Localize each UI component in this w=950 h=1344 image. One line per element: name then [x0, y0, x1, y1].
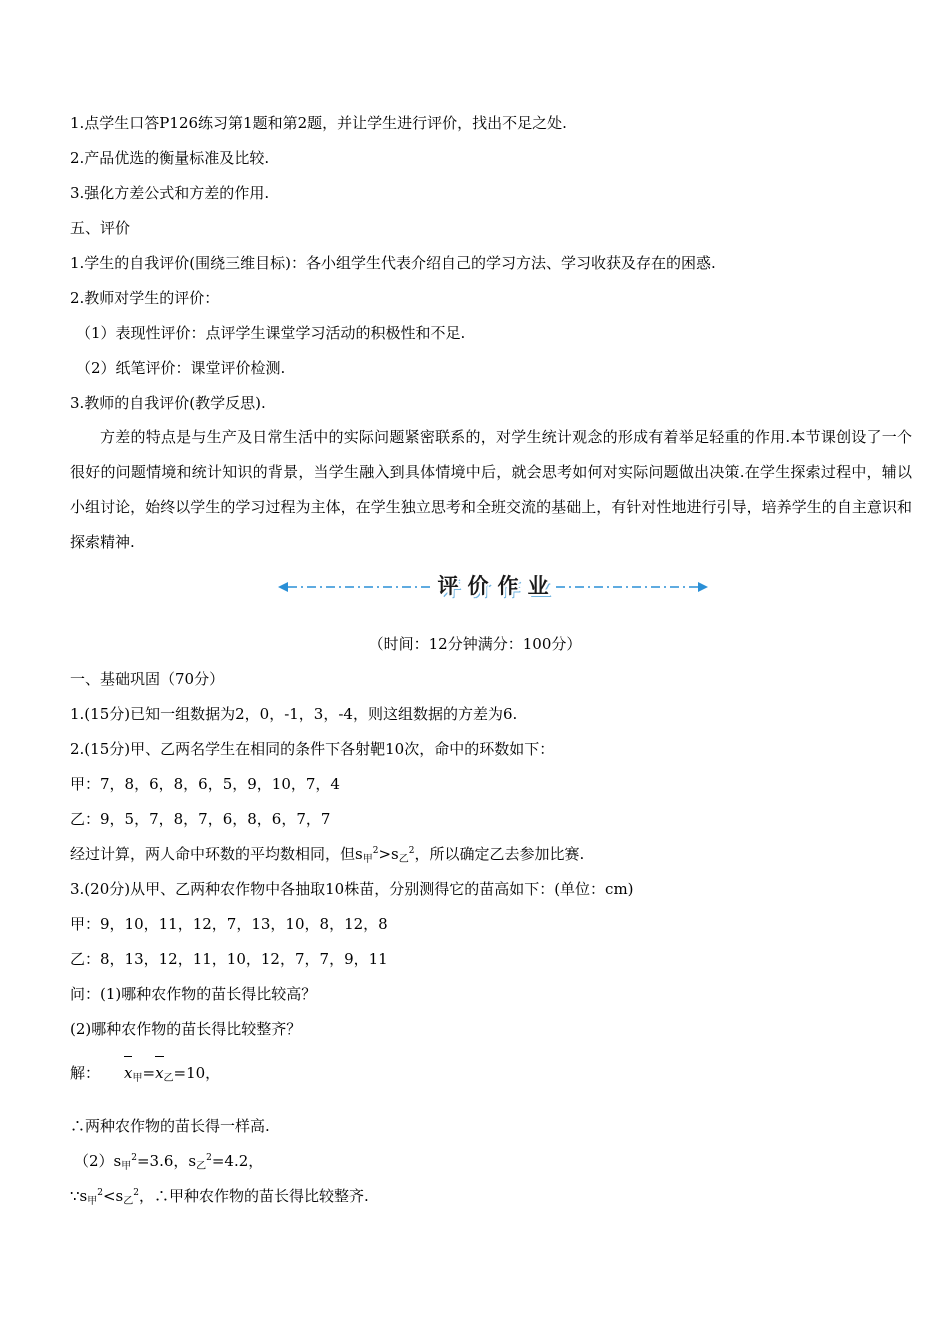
reflection-paragraph: 方差的特点是与生产及日常生活中的实际问题紧密联系的，对学生统计观念的形成有着举足轻重的作用.本节课创设了一个很好的问题情境和统计知识的背景，当学生融入到具体情境中后，就会思考如何对实际问题做出决策.在学生探索过程中，辅以小组讨论，始终以学生的学习过程为主体，在学生独立思考和全班交流的基础上，有针对性地进行引导，培养学生的自主意识和探索精神. [70, 428, 912, 551]
question-3-ask-2: (2)哪种农作物的苗长得比较整齐？ [70, 1020, 302, 1038]
question-1: 1.(15分)已知一组数据为2，0，-1，3，-4，则这组数据的方差为6. [70, 705, 518, 723]
banner-char: 价 [467, 574, 489, 598]
solution-conclusion: $\because s_甲^2<s_乙^2$，∴甲种农作物的苗长得比较整齐. [70, 1187, 369, 1207]
banner-char: 评 [437, 574, 459, 598]
text-line: （1）表现性评价：点评学生课堂学习活动的积极性和不足. [76, 324, 466, 342]
data-row-yi: 乙：9，5，7，8，7，6，8，6，7，7 [70, 810, 331, 828]
section-heading: 一、基础巩固（70分） [70, 670, 225, 688]
solution-line: ∴两种农作物的苗长得一样高. [70, 1117, 270, 1135]
homework-banner [278, 568, 708, 608]
question-3: 3.(20分)从甲、乙两种农作物中各抽取10株苗，分别测得它的苗高如下：(单位：cm) [70, 880, 634, 898]
data-row-jia: 甲：7，8，6，8，6，5，9，10，7，4 [70, 775, 340, 793]
banner-char: 作 [497, 574, 519, 598]
text-line: 1.点学生口答P126练习第1题和第2题，并让学生进行评价，找出不足之处. [70, 114, 567, 132]
text-line: 3.强化方差公式和方差的作用. [70, 184, 270, 202]
time-note: （时间：12分钟满分：100分） [368, 635, 582, 653]
solution-variance: $(2)s_甲^2=3.6$，$s_乙^2=4.2$， [74, 1152, 264, 1172]
question-3-ask-1: 问：(1)哪种农作物的苗长得比较高？ [70, 985, 317, 1003]
text-line: 3.教师的自我评价(教学反思). [70, 394, 266, 412]
left-arrow-icon [278, 582, 288, 592]
right-arrow-icon [698, 582, 708, 592]
solution-mean: 解： $x_甲=x_乙=10$， [70, 1064, 221, 1084]
section-heading: 五、评价 [70, 219, 131, 237]
text-line: 2.教师对学生的评价： [70, 289, 220, 307]
text-line: （2）纸笔评价：课堂评价检测. [76, 359, 286, 377]
question-2: 2.(15分)甲、乙两名学生在相同的条件下各射靶10次，命中的环数如下： [70, 740, 555, 758]
banner-title [435, 571, 551, 603]
banner-char: 业 [527, 574, 549, 598]
data-row-jia: 甲：9，10，11，12，7，13，10，8，12，8 [70, 915, 388, 933]
data-row-yi: 乙：8，13，12，11，10，12，7，7，9，11 [70, 950, 388, 968]
question-2-conclusion: 经过计算，两人命中环数的平均数相同，但$s_甲^2>s_乙^2$，所以确定乙去参加比赛. [70, 845, 585, 865]
text-line: 2.产品优选的衡量标准及比较. [70, 149, 270, 167]
text-line: 1.学生的自我评价(围绕三维目标)：各小组学生代表介绍自己的学习方法、学习收获及存在的困惑. [70, 254, 716, 272]
